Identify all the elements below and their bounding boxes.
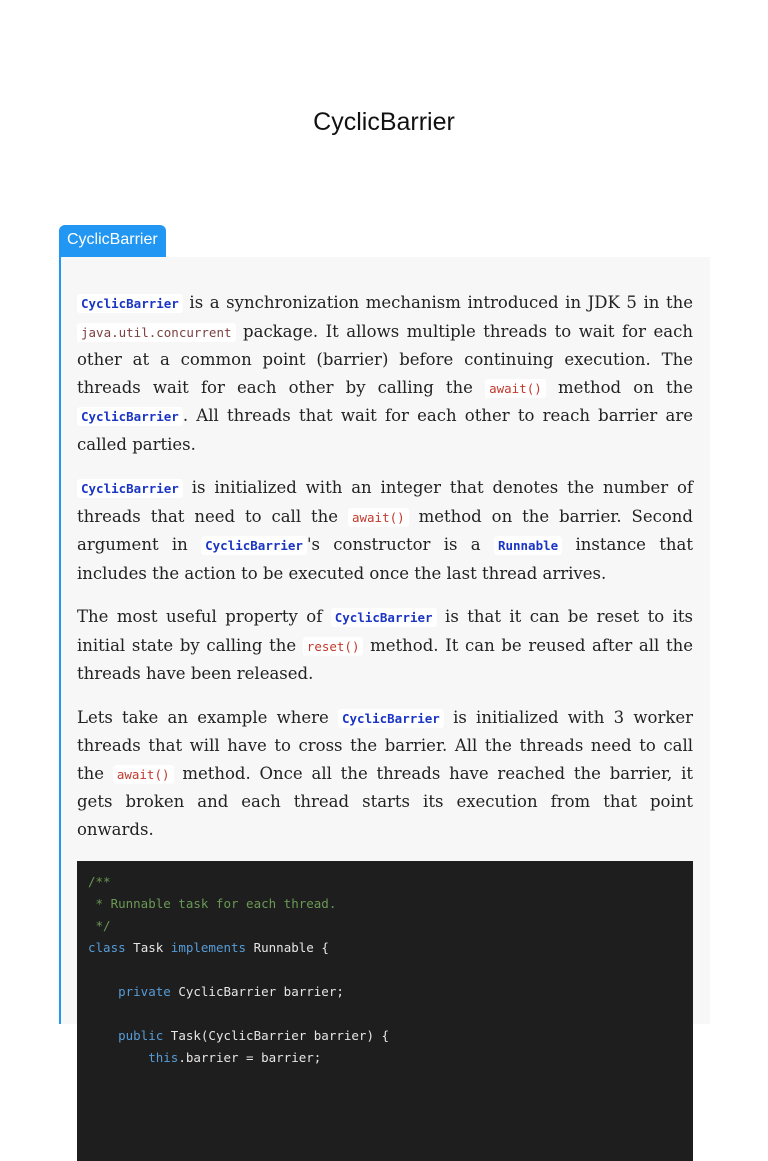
page-title: CyclicBarrier (313, 108, 455, 136)
code-keyword: class (88, 940, 126, 955)
code-indent (88, 1050, 148, 1065)
code-keyword: implements (170, 940, 247, 955)
inline-code: await() (485, 379, 546, 398)
paragraph-text: . All threads that wait for each other to reach barrier are called parties. (77, 406, 693, 454)
paragraph-intro (77, 289, 693, 458)
inline-code: await() (348, 508, 409, 527)
code-indent (88, 1028, 118, 1043)
inline-code: CyclicBarrier (77, 479, 183, 498)
paragraph-text: The most useful property of (77, 607, 331, 626)
paragraph-text: is that it can be reset to its initial state by calling the (77, 607, 693, 655)
paragraph-example (77, 704, 693, 844)
paragraph-text: package. It allows multiple threads to wait for each other at a common point (barrier) before continuing execution. The threads wait for each other by calling the (77, 321, 693, 397)
inline-code: reset() (303, 637, 364, 656)
paragraph-text: method on the (545, 377, 693, 397)
paragraph-text: instance that includes the action to be executed once the last thread arrives. (77, 535, 693, 583)
inline-code: CyclicBarrier (201, 536, 307, 555)
inline-code: CyclicBarrier (77, 294, 183, 313)
code-keyword: this (148, 1050, 179, 1065)
paragraph-text: method on the barrier. Second argument in (77, 506, 693, 554)
code-comment: * Runnable task for each thread. (88, 896, 337, 911)
paragraph-initialization (77, 474, 693, 587)
inline-code: Runnable (494, 536, 562, 555)
paragraph-text: 's constructor is a (306, 535, 494, 554)
code-text: .barrier = barrier; (178, 1050, 322, 1065)
code-indent (88, 984, 118, 999)
inline-code: CyclicBarrier (331, 608, 437, 627)
code-comment: /** (88, 874, 111, 889)
code-text: Task(CyclicBarrier barrier) { (163, 1028, 390, 1043)
paragraph-text: method. It can be reused after all the threads have been released. (77, 635, 693, 683)
code-text: Runnable { (246, 940, 329, 955)
inline-code: await() (113, 765, 174, 784)
inline-code: CyclicBarrier (338, 709, 444, 728)
code-comment: */ (88, 918, 111, 933)
paragraph-text: is initialized with an integer that denotes the number of threads that need to call the (77, 478, 693, 526)
code-block (77, 861, 693, 1161)
paragraph-text: method. Once all the threads have reached the barrier, it gets broken and each thread starts its execution from that point onwards. (77, 763, 693, 839)
inline-code: java.util.concurrent (77, 323, 236, 342)
paragraph-text: is initialized with 3 worker threads that will have to cross the barrier. All the threads need to call the (77, 707, 693, 783)
paragraph-reset (77, 603, 693, 688)
paragraph-text: Lets take an example where (77, 707, 338, 727)
section-tab-label: CyclicBarrier (59, 225, 166, 257)
content-card (59, 257, 710, 1065)
code-keyword: private (118, 984, 171, 999)
code-keyword: public (118, 1028, 164, 1043)
code-text: Task (125, 940, 171, 955)
inline-code: CyclicBarrier (77, 407, 183, 426)
code-text: CyclicBarrier barrier; (170, 984, 344, 999)
paragraph-text: is a synchronization mechanism introduced in JDK 5 in the (182, 293, 693, 312)
